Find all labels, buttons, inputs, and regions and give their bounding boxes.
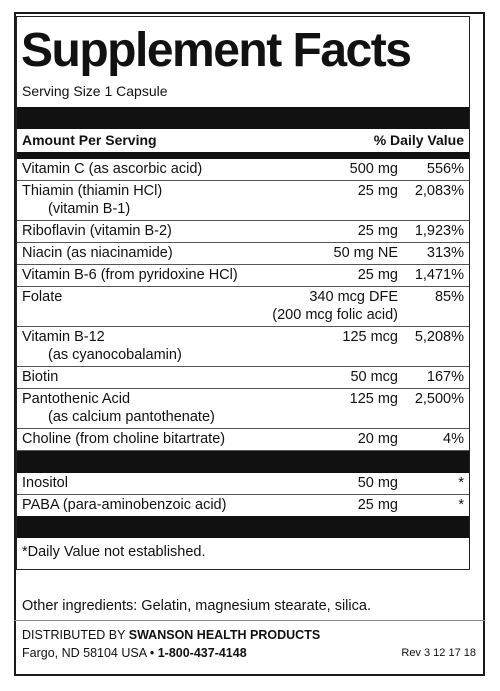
nutrient-name-main: Pantothenic Acid (22, 391, 131, 407)
nutrient-name-main: Thiamin (thiamin HCl) (22, 183, 163, 199)
nutrient-amount: 125 mcg (342, 329, 398, 345)
nutrient-row (17, 429, 469, 451)
nutrient-amount: 50 mg NE (333, 245, 398, 261)
nutrient-name-main: Vitamin B-6 (from pyridoxine HCl) (22, 267, 238, 283)
other-ingredients: Other ingredients: Gelatin, magnesium stearate, silica. (22, 598, 371, 614)
nutrient-daily-value: 85% (434, 289, 464, 305)
nutrient-rows-a (17, 159, 469, 287)
column-header (17, 129, 469, 152)
nutrient-row-folate (17, 287, 469, 327)
distributor-line (22, 627, 320, 643)
nutrient-daily-value: 1,471% (414, 267, 464, 283)
nutrient-daily-value: 2,083% (414, 183, 464, 199)
nutrient-amount: 125 mg (349, 391, 398, 407)
nutrient-name-main: Riboflavin (vitamin B-2) (22, 223, 172, 239)
nutrient-name (22, 430, 298, 448)
folate-amount-folic-acid: (200 mcg folic acid) (272, 307, 398, 323)
nutrient-amount: 500 mg (349, 161, 398, 177)
nutrient-name (22, 496, 298, 514)
nutrient-daily-value: 556% (426, 161, 464, 177)
nutrient-name-main: Biotin (22, 369, 59, 385)
daily-value-header: % Daily Value (373, 132, 464, 148)
nutrient-name-main: Inositol (22, 475, 68, 491)
nutrient-name-main: Vitamin B-12 (22, 329, 105, 345)
thick-divider-2 (17, 451, 469, 473)
nutrient-amount: 20 mg (357, 431, 398, 447)
nutrient-name (22, 222, 298, 240)
supplement-facts-panel (16, 16, 470, 570)
nutrient-amount: 50 mg (357, 475, 398, 491)
nutrient-name: Folate (22, 289, 63, 305)
nutrient-amount (272, 288, 398, 324)
nutrient-amount: 25 mg (357, 223, 398, 239)
nutrient-name-sub: (as cyanocobalamin) (48, 347, 182, 363)
nutrient-row (17, 181, 469, 221)
nutrient-amount: 50 mcg (350, 369, 398, 385)
nutrient-daily-value: 313% (426, 245, 464, 261)
nutrient-name-sub: (as calcium pantothenate) (48, 409, 215, 425)
nutrient-daily-value: 4% (443, 431, 464, 447)
nutrient-row (17, 367, 469, 389)
footer-divider (14, 620, 485, 621)
amount-per-serving-header: Amount Per Serving (22, 132, 157, 148)
folate-amount-dfe: 340 mcg DFE (309, 289, 398, 305)
distributed-by-prefix: DISTRIBUTED BY (22, 628, 129, 642)
nutrient-name (22, 244, 298, 262)
nutrient-name (22, 328, 298, 364)
nutrient-daily-value: * (458, 475, 464, 491)
nutrient-name-main: Choline (from choline bitartrate) (22, 431, 226, 447)
nutrient-daily-value: 167% (426, 369, 464, 385)
nutrient-name (22, 160, 298, 178)
thick-divider-3 (17, 516, 469, 538)
nutrient-name (22, 390, 298, 426)
nutrient-name-main: Vitamin C (as ascorbic acid) (22, 161, 203, 177)
nutrient-daily-value: 1,923% (414, 223, 464, 239)
nutrient-name (22, 474, 298, 492)
thick-divider (17, 107, 469, 129)
distributor-name: SWANSON HEALTH PRODUCTS (128, 628, 321, 642)
nutrient-daily-value: * (458, 497, 464, 513)
panel-title: Supplement Facts (21, 24, 411, 77)
daily-value-footnote: *Daily Value not established. (22, 544, 206, 560)
nutrient-daily-value: 2,500% (414, 391, 464, 407)
distributor-address (22, 645, 247, 661)
medium-divider (17, 152, 469, 159)
nutrient-row (17, 495, 469, 516)
nutrient-name (22, 266, 298, 284)
nutrient-rows-b (17, 327, 469, 451)
nutrient-amount: 25 mg (357, 497, 398, 513)
address-text: Fargo, ND 58104 USA • (22, 646, 158, 660)
nutrient-name-main: PABA (para-aminobenzoic acid) (22, 497, 227, 513)
nutrient-name-sub: (vitamin B-1) (48, 201, 131, 217)
nutrient-daily-value: 5,208% (414, 329, 464, 345)
nutrient-row (17, 221, 469, 243)
nutrient-amount: 25 mg (357, 183, 398, 199)
nutrient-amount: 25 mg (357, 267, 398, 283)
nutrient-rows-c (17, 473, 469, 516)
nutrient-row (17, 389, 469, 429)
nutrient-row (17, 327, 469, 367)
revision-code: Rev 3 12 17 18 (401, 647, 476, 659)
nutrient-name (22, 368, 298, 386)
nutrient-name (22, 182, 298, 218)
nutrient-row (17, 473, 469, 495)
serving-size: Serving Size 1 Capsule (22, 83, 168, 99)
nutrient-row (17, 265, 469, 287)
phone-number: 1-800-437-4148 (157, 646, 247, 660)
nutrient-name-main: Niacin (as niacinamide) (22, 245, 173, 261)
nutrient-row (17, 159, 469, 181)
nutrient-row (17, 243, 469, 265)
